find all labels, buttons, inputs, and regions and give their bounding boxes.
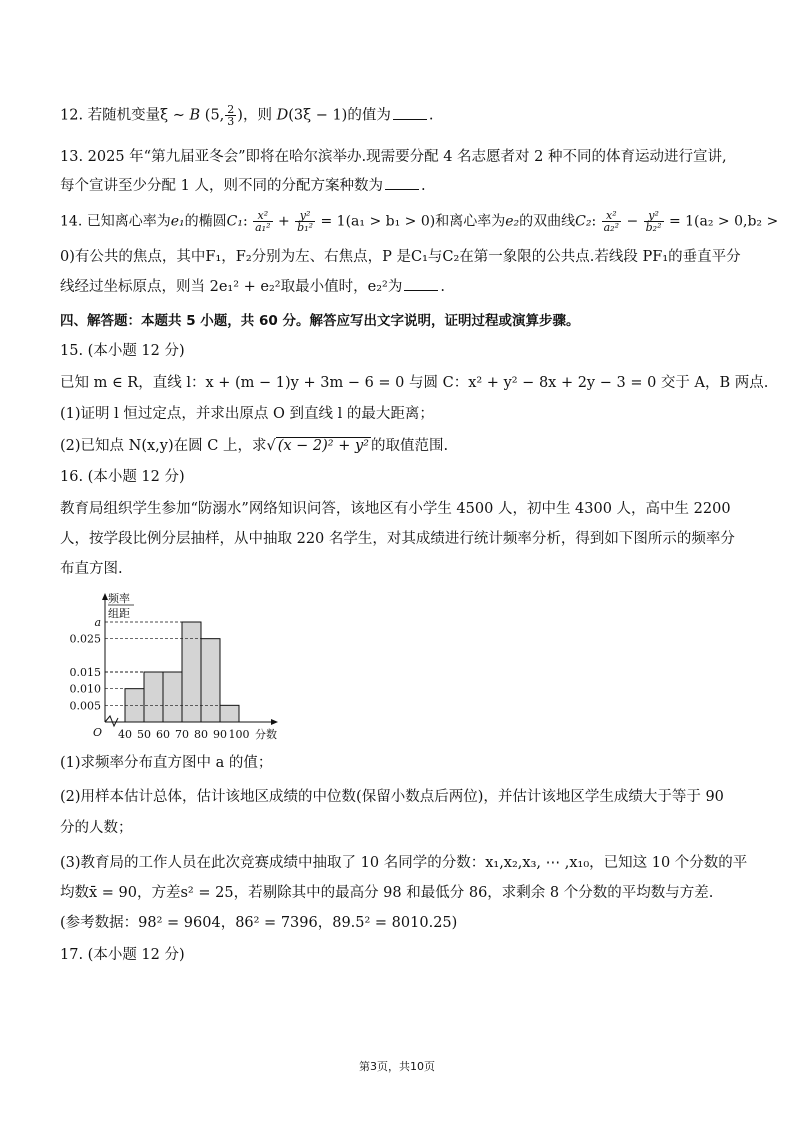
q15-head: 15. (本小题 12 分) xyxy=(60,343,185,359)
q14-c: : xyxy=(242,213,253,230)
x-label: 分数 xyxy=(255,728,277,741)
histogram-bar-50-60 xyxy=(144,672,163,722)
y-label-bottom: 组距 xyxy=(108,607,130,620)
q14-y2b: y² xyxy=(644,210,664,222)
q14-y2: y² xyxy=(295,210,315,222)
q16-part2a: (2)用样本估计总体，估计该地区成绩的中位数(保留小数点后两位)，并估计该地区学生成绩大于等于 90 xyxy=(60,789,724,805)
q14-line1 xyxy=(60,210,778,233)
q12-variance: D xyxy=(276,107,289,124)
q14-c2: C₂ xyxy=(575,213,592,230)
q16-para3: 布直方图. xyxy=(60,561,123,577)
q14-g: = 1(a₂ > 0,b₂ > xyxy=(664,213,779,230)
y-label-top: 频率 xyxy=(108,592,130,605)
q15-part1: (1)证明 l 恒过定点，并求出原点 O 到直线 l 的最大距离； xyxy=(60,406,434,422)
q15-part2-end: 的取值范围. xyxy=(370,438,449,454)
q16-part3a: (3)教育局的工作人员在此次竞赛成绩中抽取了 10 名同学的分数：x₁,x₂,x₃, ⋯ ,x₁₀，已知这 10 个分数的平 xyxy=(60,855,748,871)
x-tick-label: 40 xyxy=(118,728,132,741)
q16-para1: 教育局组织学生参加“防溺水”网络知识问答，该地区有小学生 4500 人，初中生 4300 人，高中生 2200 xyxy=(60,501,731,517)
x-tick-label: 90 xyxy=(213,728,227,741)
q12-den: 3 xyxy=(227,115,235,128)
q13-end: . xyxy=(420,178,426,194)
q16-part3b: 均数x̄ = 90，方差s² = 25，若剔除其中的最高分 98 和最低分 86，求剩余 8 个分数的平均数与方差. xyxy=(60,885,714,901)
answer-blank[interactable] xyxy=(393,107,427,120)
x-tick-label: 100 xyxy=(228,728,250,741)
q14-c1: C₁ xyxy=(226,213,243,230)
q16-reference: (参考数据：98² = 9604，86² = 7396，89.5² = 8010.25) xyxy=(60,915,458,931)
histogram-bar-90-100 xyxy=(220,705,239,722)
q14-b22: b₂² xyxy=(645,221,662,234)
q16-part1: (1)求频率分布直方图中 a 的值； xyxy=(60,755,273,771)
q12-paren: (5, xyxy=(204,107,225,124)
q13-line1: 13. 2025 年“第九届亚冬会”即将在哈尔滨举办.现需要分配 4 名志愿者对 2 种不同的体育运动进行宣讲, xyxy=(60,149,727,165)
q15-part2 xyxy=(60,435,448,457)
question-12 xyxy=(60,104,433,127)
q14-frac1 xyxy=(253,210,272,233)
q14-e1: e₁ xyxy=(170,213,185,230)
q14-frac4 xyxy=(644,210,664,233)
y-tick-label: 0.010 xyxy=(69,682,101,696)
q14-d: = 1(a₁ > b₁ > 0)和离心率为 xyxy=(316,213,506,230)
section-heading: 四、解答题：本题共 5 小题，共 60 分。解答应写出文字说明，证明过程或演算步骤。 xyxy=(60,313,580,329)
q12-num: 2 xyxy=(227,103,235,116)
sqrt-icon: √ xyxy=(266,438,276,454)
q14-frac2 xyxy=(295,210,315,233)
q14-f: : xyxy=(591,213,601,230)
answer-blank[interactable] xyxy=(385,177,419,190)
q12-text: 12. 若随机变量ξ ∼ xyxy=(60,107,190,124)
x-tick-label: 80 xyxy=(194,728,208,741)
q14-b: 的椭圆 xyxy=(184,213,227,230)
q12-fraction xyxy=(225,104,236,127)
frequency-histogram xyxy=(60,590,300,750)
q14-a: 14. 已知离心率为 xyxy=(60,213,171,230)
y-tick-label: a xyxy=(94,616,101,629)
q13-text: 每个宣讲至少分配 1 人，则不同的分配方案种数为 xyxy=(60,178,383,194)
q12-end: . xyxy=(428,107,434,124)
q15-sqrt-body: (x − 2)² + y² xyxy=(277,438,369,454)
q14-line2: 0)有公共的焦点，其中F₁，F₂分别为左、右焦点，P 是C₁与C₂在第一象限的公共点.若线段 PF₁的垂直平分 xyxy=(60,249,741,265)
x-tick-label: 60 xyxy=(156,728,170,741)
histogram-bar-80-90 xyxy=(201,639,220,722)
x-tick-label: 70 xyxy=(175,728,189,741)
q14-minus: − xyxy=(622,213,643,230)
y-tick-label: 0.025 xyxy=(69,632,101,646)
q14-e: 的双曲线 xyxy=(519,213,576,230)
q16-part2b: 分的人数； xyxy=(60,820,133,836)
histogram-bar-70-80 xyxy=(182,622,201,722)
q14-plus: + xyxy=(273,213,295,230)
axis-break-icon xyxy=(105,716,118,726)
origin-label: O xyxy=(93,726,103,739)
q14-end: . xyxy=(440,279,445,295)
q14-a22: a₂² xyxy=(603,221,619,234)
q12-mid: ，则 xyxy=(242,107,277,124)
q15-line1: 已知 m ∈ R，直线 l：x + (m − 1)y + 3m − 6 = 0 与圆 C：x² + y² − 8x + 2y − 3 = 0 交于 A，B 两点. xyxy=(60,375,769,391)
y-tick-label: 0.005 xyxy=(69,699,101,713)
histogram-bar-60-70 xyxy=(163,672,182,722)
page-footer: 第3页，共10页 xyxy=(359,1060,435,1073)
y-tick-label: 0.015 xyxy=(69,666,101,679)
q16-head: 16. (本小题 12 分) xyxy=(60,469,185,485)
q14-line3 xyxy=(60,276,445,298)
answer-blank[interactable] xyxy=(404,278,438,291)
q13-line2 xyxy=(60,175,426,197)
x-tick-label: 50 xyxy=(137,728,151,741)
q15-part2-text: (2)已知点 N(x,y)在圆 C 上，求 xyxy=(60,438,267,454)
q14-x2: x² xyxy=(253,210,272,222)
q14-e2: e₂ xyxy=(505,213,520,230)
q12-binomial: B xyxy=(189,107,201,124)
q14-line3-text: 线经过坐标原点，则当 2e₁² + e₂²取最小值时，e₂²为 xyxy=(60,279,403,295)
q16-para2: 人，按学段比例分层抽样，从中抽取 220 名学生，对其成绩进行统计频率分析，得到如下图所示的频率分 xyxy=(60,531,735,547)
q14-a12: a₁² xyxy=(255,221,271,234)
q14-b12: b₁² xyxy=(297,221,314,234)
q12-rparen: ) xyxy=(237,107,243,124)
q12-expr: (3ξ − 1)的值为 xyxy=(288,107,391,124)
q14-frac3 xyxy=(602,210,621,233)
q17-head: 17. (本小题 12 分) xyxy=(60,947,185,963)
q14-x2b: x² xyxy=(602,210,621,222)
